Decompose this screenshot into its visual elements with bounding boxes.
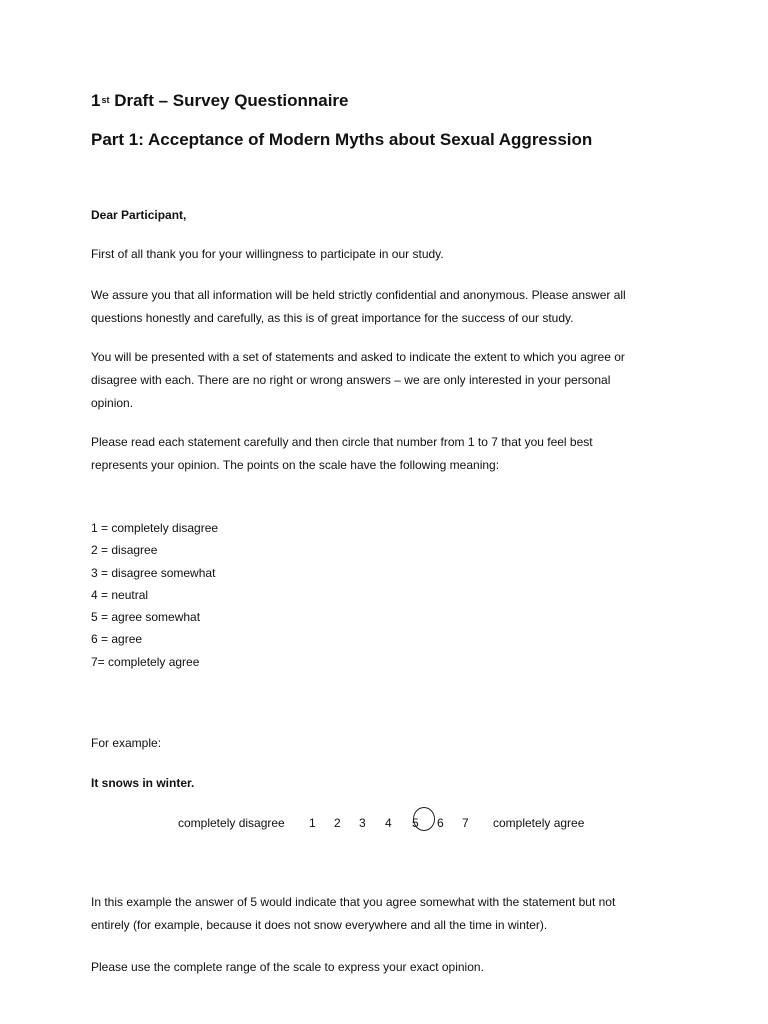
document-title xyxy=(91,90,349,112)
example-rating-scale xyxy=(0,814,768,834)
scale-item: 1 = completely disagree xyxy=(91,521,219,535)
scale-number: 1 xyxy=(309,816,316,830)
title-number: 1 xyxy=(91,91,101,110)
scale-number: 4 xyxy=(385,816,392,830)
example-statement: It snows in winter. xyxy=(91,776,195,790)
paragraph-line: opinion. xyxy=(91,396,134,410)
scale-item: 7= completely agree xyxy=(91,654,200,669)
scale-number: 2 xyxy=(334,816,341,830)
paragraph-instructions xyxy=(91,346,691,415)
paragraph-line: disagree with each. There are no right or wrong answers – we are only interested in your personal xyxy=(91,373,611,387)
scale-number: 6 xyxy=(437,816,444,830)
paragraph-explanation xyxy=(91,891,691,937)
scale-item: 2 = disagree xyxy=(91,543,158,558)
paragraph-line: In this example the answer of 5 would indicate that you agree somewhat with the statement but not xyxy=(91,895,616,909)
paragraph-line: We assure you that all information will be held strictly confidential and anonymous. Please answer all xyxy=(91,288,626,302)
paragraph-line: questions honestly and carefully, as this is of great importance for the success of our study. xyxy=(91,311,574,325)
paragraph-line: You will be presented with a set of statements and asked to indicate the extent to which you agree or xyxy=(91,350,625,364)
paragraph-line: entirely (for example, because it does not snow everywhere and all the time in winter). xyxy=(91,918,548,932)
scale-legend xyxy=(91,517,218,673)
scale-number: 7 xyxy=(462,816,469,830)
scale-number: 3 xyxy=(359,816,366,830)
title-text: Draft – Survey Questionnaire xyxy=(109,91,349,110)
scale-item: 5 = agree somewhat xyxy=(91,610,201,625)
scale-item: 3 = disagree somewhat xyxy=(91,565,216,580)
paragraph-scale-intro xyxy=(91,431,691,477)
paragraph-line: represents your opinion. The points on the scale have the following meaning: xyxy=(91,458,500,472)
paragraph-thanks xyxy=(91,243,691,266)
part-title: Part 1: Acceptance of Modern Myths about Sexual Aggression xyxy=(91,130,593,149)
scale-item: 4 = neutral xyxy=(91,587,149,602)
title-superscript: st xyxy=(101,95,110,105)
example-intro: For example: xyxy=(91,736,162,750)
paragraph-line: First of all thank you for your willingness to participate in our study. xyxy=(91,247,444,261)
paragraph-confidential xyxy=(91,284,691,330)
salutation: Dear Participant, xyxy=(91,208,187,222)
selection-circle-icon xyxy=(413,807,435,831)
scale-right-label: completely agree xyxy=(493,816,585,830)
paragraph-line: Please read each statement carefully and then circle that number from 1 to 7 that you feel best xyxy=(91,435,593,449)
scale-number-selected: 5 xyxy=(412,816,419,830)
scale-left-label: completely disagree xyxy=(178,816,285,830)
scale-item: 6 = agree xyxy=(91,632,143,647)
closing-instruction: Please use the complete range of the scale to express your exact opinion. xyxy=(91,960,484,974)
